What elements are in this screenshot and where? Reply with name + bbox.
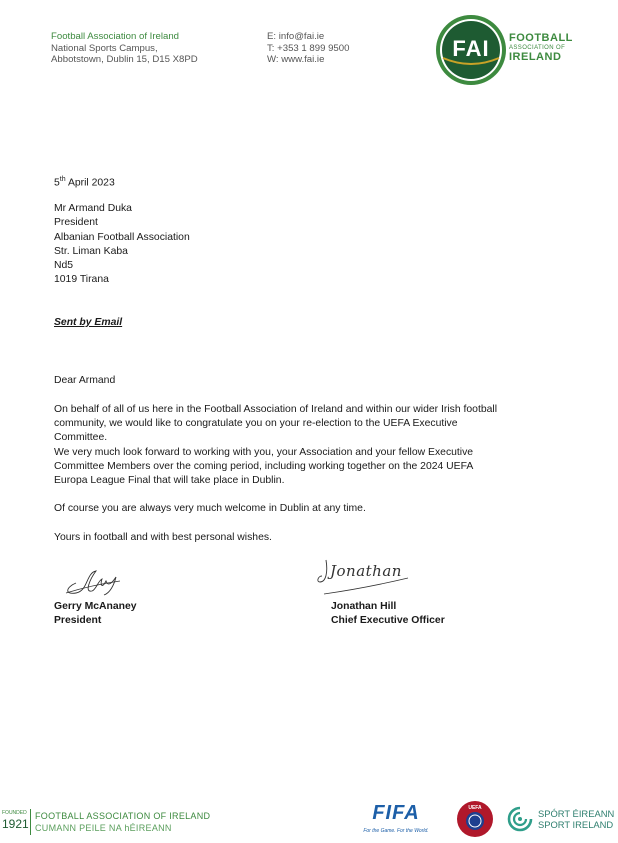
- signatory-name: Gerry McAnaney: [54, 601, 137, 612]
- contact-web: W: www.fai.ie: [267, 54, 325, 66]
- founded-block: [2, 810, 32, 831]
- address-line-2: Abbotstown, Dublin 15, D15 X8PD: [51, 54, 198, 66]
- recipient-address: [54, 202, 190, 288]
- handwritten-signature-icon: [62, 563, 124, 599]
- letter-date: [54, 173, 115, 191]
- org-name: Football Association of Ireland: [51, 31, 179, 42]
- contact-email: E: info@fai.ie: [267, 31, 325, 42]
- fai-wordmark: [509, 33, 573, 63]
- recipient-line: President: [54, 217, 98, 229]
- signature-gerry: [62, 563, 124, 604]
- recipient-line: Albanian Football Association: [54, 231, 190, 243]
- founded-label: FOUNDED: [2, 810, 27, 816]
- paragraph-1: On behalf of all of us here in the Football Association of Ireland and within our wider Irish football community, we would like to congratulate you on your re-election to the UEFA Executive Committee.: [54, 404, 498, 444]
- address-line-1: National Sports Campus,: [51, 42, 158, 54]
- recipient-line: Mr Armand Duka: [54, 203, 132, 214]
- recipient-line: Nd5: [54, 260, 74, 272]
- signature-text: Jonathan: [330, 562, 402, 580]
- date-month-year: April 2023: [65, 177, 115, 189]
- sport-ireland-english: SPORT IRELAND: [538, 819, 614, 830]
- sport-ireland-logo: [506, 805, 534, 838]
- footer-org-irish: CUMANN PEILE NA hÉIREANN: [35, 823, 172, 833]
- salutation: Dear Armand: [54, 375, 116, 386]
- uefa-label: UEFA: [468, 805, 482, 811]
- founded-year: 1921: [2, 817, 29, 831]
- fifa-logo: [362, 802, 430, 834]
- footer-divider: [30, 809, 31, 835]
- sport-ireland-irish: SPÓRT ÉIREANN: [538, 808, 615, 819]
- uefa-logo: [456, 800, 494, 838]
- signatory-title: Chief Executive Officer: [331, 615, 445, 627]
- fifa-tagline: For the Game. For the World.: [363, 828, 429, 834]
- signature-jonathan: [316, 554, 416, 605]
- sport-ireland-swirl-icon: [506, 805, 534, 833]
- date-day: 5: [54, 177, 60, 189]
- fai-initials: FAI: [452, 36, 490, 61]
- wordmark-line-2: ASSOCIATION OF: [509, 45, 566, 51]
- footer-org: [35, 811, 210, 833]
- footer-org-english: FOOTBALL ASSOCIATION OF IRELAND: [35, 811, 211, 821]
- signatory-title: President: [54, 615, 102, 627]
- letterhead-contacts: [267, 31, 349, 66]
- sport-ireland-text: [538, 808, 614, 830]
- contact-phone: T: +353 1 899 9500: [267, 42, 350, 54]
- sent-by-email: Sent by Email: [54, 317, 123, 328]
- paragraph-2: We very much look forward to working with you, your Association and your fellow Executive Committee Members over the coming period, including working together on the 2024 UEFA Europa League Final that will take place in Dublin.: [54, 447, 474, 487]
- fai-logo: [435, 14, 507, 86]
- signatory-2: [331, 600, 445, 628]
- wordmark-line-1: FOOTBALL: [509, 32, 573, 44]
- wordmark-line-3: IRELAND: [509, 51, 562, 63]
- letterhead-address: [51, 31, 198, 66]
- signatory-1: [54, 600, 137, 628]
- signatory-name: Jonathan Hill: [331, 601, 397, 612]
- paragraph-4: Yours in football and with best personal wishes.: [54, 532, 272, 543]
- fifa-wordmark: FIFA: [372, 802, 420, 824]
- recipient-line: 1019 Tirana: [54, 274, 109, 286]
- paragraph-3: Of course you are always very much welcome in Dublin at any time.: [54, 503, 366, 514]
- recipient-line: Str. Liman Kaba: [54, 245, 128, 257]
- date-suffix: th: [59, 176, 66, 183]
